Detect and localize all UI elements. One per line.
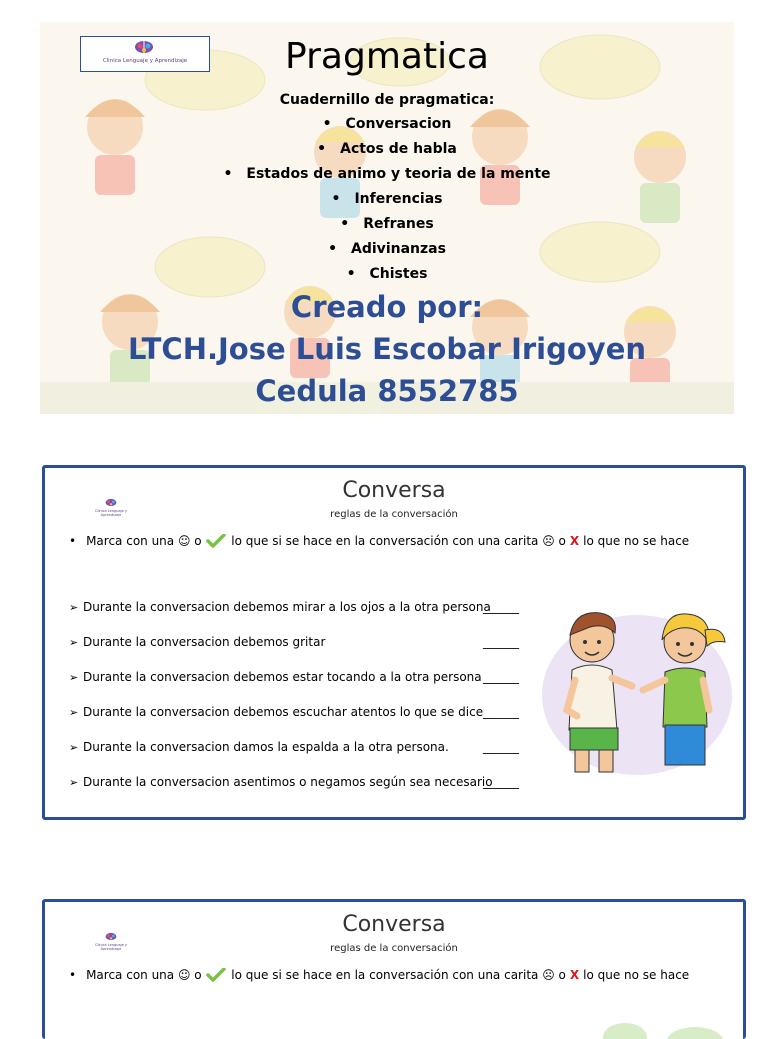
author-name: LTCH.Jose Luis Escobar Irigoyen bbox=[127, 332, 647, 366]
instruction-text: lo que si se hace en la conversación con una carita ☹ o bbox=[231, 968, 566, 982]
author-license: Cedula 8552785 bbox=[255, 374, 519, 408]
instruction-text: lo que no se hace bbox=[583, 534, 690, 548]
answer-blank[interactable]: ______ bbox=[483, 635, 519, 649]
rule-item bbox=[69, 740, 539, 775]
arrow-bullet-icon: ➢ bbox=[69, 706, 79, 719]
worksheet-card bbox=[42, 899, 746, 1039]
answer-blank[interactable]: ______ bbox=[483, 740, 519, 754]
rule-text: Durante la conversacion debemos estar tocando a la otra persona bbox=[83, 670, 482, 684]
credit-label: Creado por: bbox=[290, 290, 484, 324]
rule-text: Durante la conversacion debemos escuchar atentos lo que se dice bbox=[83, 705, 484, 719]
worksheet-title: Conversa bbox=[342, 912, 446, 937]
bullet-icon: • bbox=[69, 534, 77, 548]
talking-children-illustration bbox=[575, 1007, 735, 1039]
cover-subtitle: Cuadernillo de pragmatica: bbox=[279, 92, 495, 108]
rule-item bbox=[69, 670, 539, 705]
rule-text: Durante la conversacion asentimos o negamos según sea necesario bbox=[83, 775, 493, 789]
bullet-icon: • bbox=[69, 968, 77, 982]
instruction-line bbox=[69, 968, 689, 982]
topic-item: • Chistes bbox=[40, 265, 734, 290]
logo-text: Clinica Lenguaje y Aprendizaje bbox=[95, 509, 127, 517]
rule-text: Durante la conversacion damos la espalda a la otra persona. bbox=[83, 740, 449, 754]
arrow-bullet-icon: ➢ bbox=[69, 776, 79, 789]
answer-blank[interactable]: ______ bbox=[483, 775, 519, 789]
logo-text: Clinica Lenguaje y Aprendizaje bbox=[102, 58, 188, 64]
answer-blank[interactable]: ______ bbox=[483, 705, 519, 719]
rule-item bbox=[69, 600, 539, 635]
topic-item: • Adivinanzas bbox=[40, 240, 734, 265]
answer-blank[interactable]: ______ bbox=[483, 670, 519, 684]
topic-item: • Actos de habla bbox=[40, 140, 734, 165]
rules-list bbox=[69, 600, 539, 810]
worksheet-subtitle: reglas de la conversación bbox=[330, 943, 458, 954]
logo-text: Clinica Lenguaje y Aprendizaje bbox=[95, 943, 127, 951]
instruction-text: lo que no se hace bbox=[583, 968, 690, 982]
rule-item bbox=[69, 705, 539, 740]
topic-item: • Estados de animo y teoria de la mente bbox=[40, 165, 734, 190]
x-mark-icon: X bbox=[569, 968, 580, 982]
instruction-text: Marca con una ☺ o bbox=[86, 968, 202, 982]
topic-item: • Refranes bbox=[40, 215, 734, 240]
arrow-bullet-icon: ➢ bbox=[69, 741, 79, 754]
check-mark-icon bbox=[206, 534, 226, 548]
instruction-line bbox=[69, 534, 689, 548]
arrow-bullet-icon: ➢ bbox=[69, 601, 79, 614]
topic-item: • Inferencias bbox=[40, 190, 734, 215]
x-mark-icon: X bbox=[569, 534, 580, 548]
answer-blank[interactable]: ______ bbox=[483, 600, 519, 614]
rule-item bbox=[69, 635, 539, 670]
instruction-text: Marca con una ☺ o bbox=[86, 534, 202, 548]
talking-children-illustration bbox=[537, 600, 737, 780]
worksheet-card bbox=[42, 465, 746, 820]
cover-title: Pragmatica bbox=[285, 36, 489, 77]
topic-item: • Conversacion bbox=[40, 115, 734, 140]
rule-text: Durante la conversacion debemos mirar a los ojos a la otra persona bbox=[83, 600, 491, 614]
topic-list bbox=[40, 115, 734, 290]
arrow-bullet-icon: ➢ bbox=[69, 671, 79, 684]
cover-page bbox=[40, 22, 734, 414]
worksheet-subtitle: reglas de la conversación bbox=[330, 509, 458, 520]
rule-text: Durante la conversacion debemos gritar bbox=[83, 635, 326, 649]
instruction-text: lo que si se hace en la conversación con una carita ☹ o bbox=[231, 534, 566, 548]
arrow-bullet-icon: ➢ bbox=[69, 636, 79, 649]
worksheet-title: Conversa bbox=[342, 478, 446, 503]
check-mark-icon bbox=[206, 968, 226, 982]
rule-item bbox=[69, 775, 539, 810]
